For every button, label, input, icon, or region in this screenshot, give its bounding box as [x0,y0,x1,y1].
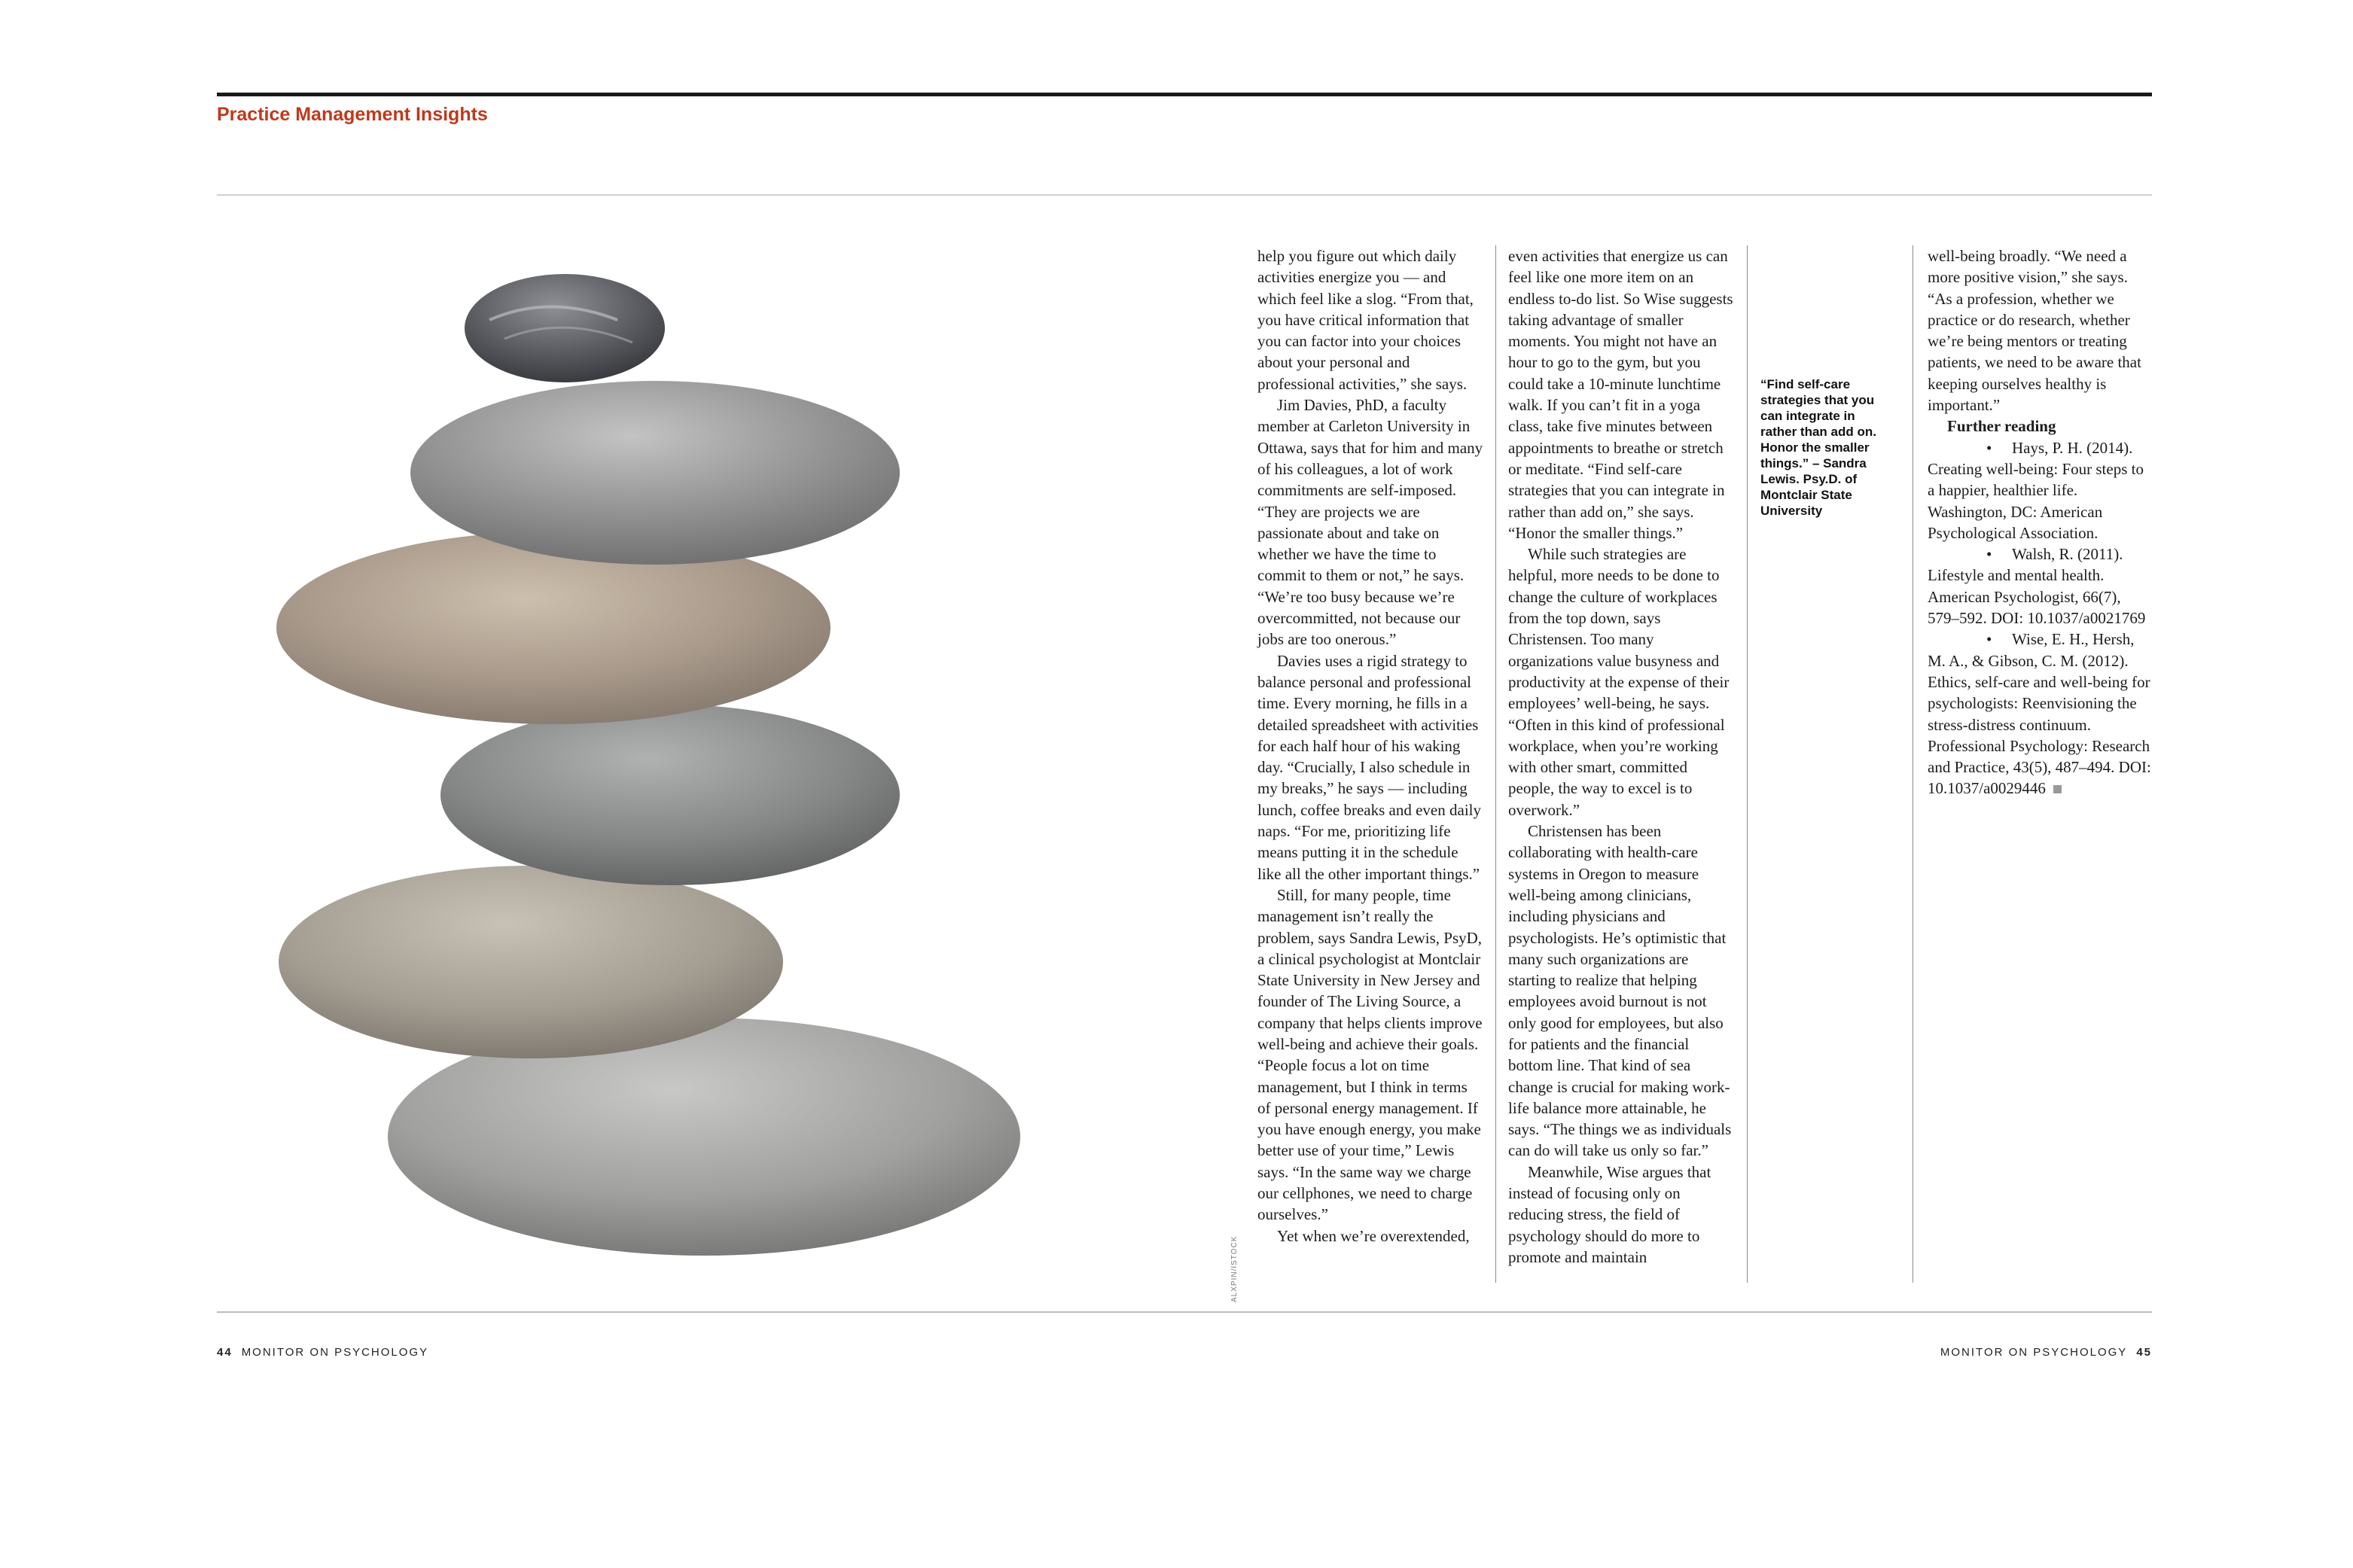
footer-right [1940,1346,2152,1359]
photo-credit: ALXPIN/ISTOCK [1230,1235,1239,1302]
bullet-icon: • [1986,630,1992,649]
column-divider [1747,245,1748,1283]
paragraph: even activities that energize us can feel like one more item on an endless to-do list. So Wise suggests taking advantage of smaller moments. You might not have an hour to go to the gym, but you could take a 10-minute lunchtime walk. If you can’t fit in a yoga class, take five minutes between appointments to breathe or stretch or meditate. “Find self-care strategies that you can integrate in rather than add on,” she says. “Honor the smaller things.” [1508,247,1733,542]
section-title: Practice Management Insights [217,104,488,125]
paragraph: help you figure out which daily activities energize you — and which feel like a slog. “From that, you have critical information that you can factor into your choices about your personal and professional activities,” she says. [1257,247,1474,393]
pull-quote: “Find self-care strategies that you can integrate in rather than add on. Honor the smaller things.” – Sandra Lewis. Psy.D. of Montclair State University [1760,377,1876,518]
reference-item [1928,437,2152,543]
reference-text: Hays, P. H. (2014). Creating well-being: Four steps to a happier, healthier life. Washington, DC: American Psychological Association. [1928,438,2144,542]
page-number: 44 [217,1346,233,1359]
body-column-1 [1257,245,1483,1247]
body-column-4 [1928,245,2152,799]
paragraph: Meanwhile, Wise argues that instead of focusing only on reducing stress, the field of psychology should do more to promote and maintain [1508,1162,1711,1266]
paragraph: Davies uses a rigid strategy to balance personal and professional time. Every morning, he fills in a detailed spreadsheet with activities for each half hour of his waking day. “Crucially, I also schedule in my breaks,” he says — including lunch, coffee breaks and even daily naps. “For me, prioritizing life means putting it in the schedule like all the other important things.” [1257,651,1481,883]
paragraph: Yet when we’re overextended, [1277,1226,1470,1245]
header-divider [217,194,2152,196]
publication-name: MONITOR ON PSYCHOLOGY [1940,1346,2128,1359]
paragraph: Christensen has been collaborating with health-care systems in Oregon to measure well-being among clinicians, including physicians and psychologists. He’s optimistic that many such organizations are starting to realize that helping employees avoid burnout is not only good for employees, but also for patients and the financial bottom line. That kind of sea change is crucial for making work-life balance more attainable, he says. “The things we as individuals can do will take us only so far.” [1508,822,1732,1160]
footer-left [217,1346,428,1359]
further-reading-heading: Further reading [1947,417,2056,436]
paragraph: While such strategies are helpful, more needs to be done to change the culture of workplaces from the top down, says Christensen. Too many organizations value busyness and productivity at the expense of their employees’ well-being, he says. “Often in this kind of professional workplace, when you’re working with other smart, committed people, the way to excel is to overwork.” [1508,545,1730,819]
reference-text: Walsh, R. (2011). Lifestyle and mental health. American Psychologist, 66(7), 579–592. DOI: 10.1037/a0021769 [1928,545,2146,628]
paragraph: Jim Davies, PhD, a faculty member at Carleton University in Ottawa, says that for him and many of his colleagues, a lot of work commitments are self-imposed. “They are projects we are passionate about and take on whether we have the time to commit to them or not,” he says. “We’re too busy because we’re overcommitted, not because our jobs are too onerous.” [1257,396,1483,649]
publication-name: MONITOR ON PSYCHOLOGY [241,1346,429,1359]
body-column-2 [1508,245,1734,1268]
paragraph: well-being broadly. “We need a more positive vision,” she says. “As a profession, whether we practice or do research, whether we’re being mentors or treating patients, we need to be aware that keeping ourselves healthy is important.” [1928,247,2141,415]
paragraph: Still, for many people, time management isn’t really the problem, says Sandra Lewis, PsyD, a clinical psychologist at Montclair State University in New Jersey and founder of The Living Source, a company that helps clients improve well-being and achieve their goals. “People focus a lot on time management, but I think in terms of personal energy management. If you have enough energy, you make better use of your time,” Lewis says. “In the same way we charge our cellphones, we need to charge ourselves.” [1257,885,1483,1224]
top-rule [217,93,2152,96]
page-number: 45 [2136,1346,2152,1359]
reference-text: Wise, E. H., Hersh, M. A., & Gibson, C. M. (2012). Ethics, self-care and well-being for psychologists: Reenvisioning the stress-distress continuum. Professional Psychology: Research and Practice, 43(5), 487–494. DOI: 10.1037/a0029446 [1928,630,2151,798]
bullet-icon: • [1986,438,1992,457]
reference-item [1928,543,2152,629]
reference-item [1928,629,2152,799]
end-mark-icon [2053,785,2062,793]
bullet-icon: • [1986,545,1992,564]
column-divider [1495,245,1496,1283]
footer-rule [217,1311,2152,1313]
stacked-stones-icon [264,248,1099,1272]
